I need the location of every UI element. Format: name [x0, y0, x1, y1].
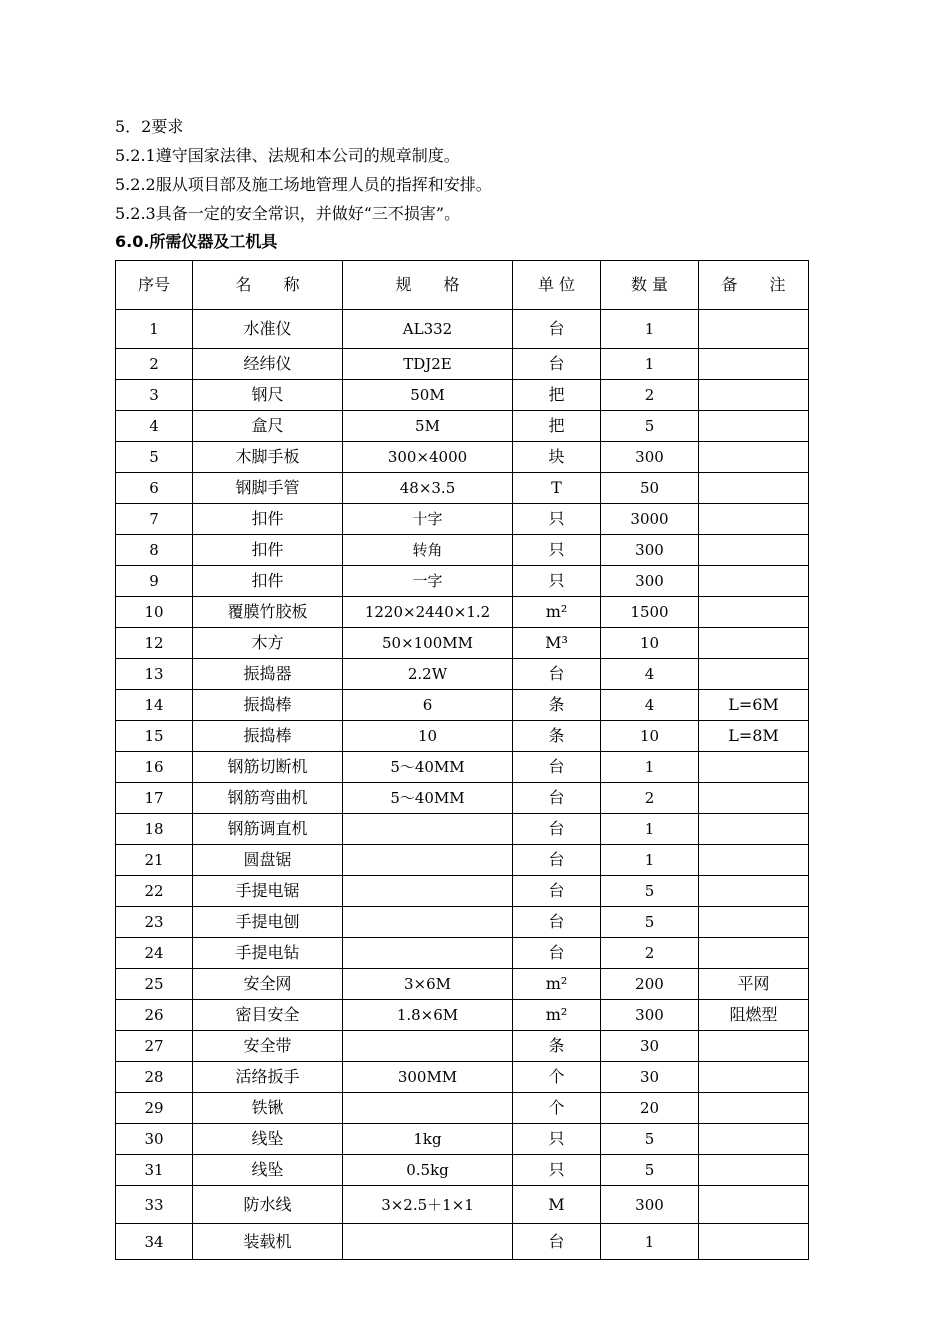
- cell-note: [699, 845, 809, 876]
- cell-spec: [343, 907, 513, 938]
- table-row: [116, 442, 809, 473]
- cell-no: 6: [116, 473, 193, 504]
- cell-qty: 200: [601, 969, 699, 1000]
- cell-qty: 300: [601, 1186, 699, 1224]
- table-row: [116, 473, 809, 504]
- cell-qty: 3000: [601, 504, 699, 535]
- cell-name: 木脚手板: [193, 442, 343, 473]
- cell-name: 线坠: [193, 1124, 343, 1155]
- cell-qty: 1: [601, 349, 699, 380]
- cell-name: 圆盘锯: [193, 845, 343, 876]
- table-row: [116, 535, 809, 566]
- cell-note: [699, 1031, 809, 1062]
- cell-qty: 10: [601, 628, 699, 659]
- cell-no: 26: [116, 1000, 193, 1031]
- cell-qty: 1: [601, 845, 699, 876]
- table-row: [116, 504, 809, 535]
- table-row: [116, 411, 809, 442]
- table-row: [116, 876, 809, 907]
- cell-qty: 300: [601, 442, 699, 473]
- cell-spec: AL332: [343, 310, 513, 349]
- cell-spec: 50×100MM: [343, 628, 513, 659]
- cell-unit: 台: [513, 1224, 601, 1260]
- cell-note: [699, 938, 809, 969]
- cell-note: 平网: [699, 969, 809, 1000]
- cell-no: 18: [116, 814, 193, 845]
- cell-no: 15: [116, 721, 193, 752]
- cell-name: 木方: [193, 628, 343, 659]
- cell-no: 30: [116, 1124, 193, 1155]
- cell-no: 5: [116, 442, 193, 473]
- cell-unit: 台: [513, 845, 601, 876]
- cell-no: 14: [116, 690, 193, 721]
- cell-unit: 条: [513, 721, 601, 752]
- cell-no: 1: [116, 310, 193, 349]
- requirement-2: 5.2.2服从项目部及施工场地管理人员的指挥和安排。: [115, 175, 492, 194]
- cell-qty: 1: [601, 752, 699, 783]
- cell-qty: 5: [601, 907, 699, 938]
- cell-note: [699, 876, 809, 907]
- cell-unit: M³: [513, 628, 601, 659]
- cell-no: 8: [116, 535, 193, 566]
- header-unit: 单 位: [513, 261, 601, 310]
- cell-note: [699, 659, 809, 690]
- table-row: [116, 566, 809, 597]
- cell-name: 钢尺: [193, 380, 343, 411]
- cell-spec: 300×4000: [343, 442, 513, 473]
- cell-note: [699, 597, 809, 628]
- cell-unit: T: [513, 473, 601, 504]
- cell-qty: 300: [601, 566, 699, 597]
- table-row: [116, 783, 809, 814]
- cell-note: [699, 1124, 809, 1155]
- cell-unit: 台: [513, 814, 601, 845]
- cell-name: 水准仪: [193, 310, 343, 349]
- cell-no: 12: [116, 628, 193, 659]
- cell-unit: 只: [513, 504, 601, 535]
- cell-unit: 把: [513, 380, 601, 411]
- cell-note: L=6M: [699, 690, 809, 721]
- table-row: [116, 938, 809, 969]
- cell-name: 钢筋弯曲机: [193, 783, 343, 814]
- cell-spec: 一字: [343, 566, 513, 597]
- cell-no: 24: [116, 938, 193, 969]
- cell-no: 28: [116, 1062, 193, 1093]
- cell-unit: 块: [513, 442, 601, 473]
- table-row: [116, 597, 809, 628]
- cell-note: [699, 1186, 809, 1224]
- table-row: [116, 814, 809, 845]
- cell-spec: 3×6M: [343, 969, 513, 1000]
- cell-qty: 5: [601, 411, 699, 442]
- table-row: [116, 1000, 809, 1031]
- cell-spec: 0.5kg: [343, 1155, 513, 1186]
- cell-name: 钢筋切断机: [193, 752, 343, 783]
- table-row: [116, 1124, 809, 1155]
- section-title: 5．2要求: [115, 117, 184, 136]
- cell-spec: 转角: [343, 535, 513, 566]
- cell-name: 振捣器: [193, 659, 343, 690]
- cell-unit: 只: [513, 1124, 601, 1155]
- cell-qty: 4: [601, 690, 699, 721]
- cell-name: 安全网: [193, 969, 343, 1000]
- cell-unit: M: [513, 1186, 601, 1224]
- cell-no: 7: [116, 504, 193, 535]
- cell-unit: 只: [513, 566, 601, 597]
- cell-spec: 1kg: [343, 1124, 513, 1155]
- cell-qty: 30: [601, 1062, 699, 1093]
- cell-no: 17: [116, 783, 193, 814]
- requirement-1: 5.2.1遵守国家法律、法规和本公司的规章制度。: [115, 146, 460, 165]
- table-row: [116, 1031, 809, 1062]
- cell-unit: 台: [513, 783, 601, 814]
- cell-no: 16: [116, 752, 193, 783]
- cell-note: [699, 535, 809, 566]
- table-row: [116, 1155, 809, 1186]
- cell-no: 33: [116, 1186, 193, 1224]
- cell-name: 扣件: [193, 535, 343, 566]
- cell-qty: 20: [601, 1093, 699, 1124]
- cell-qty: 30: [601, 1031, 699, 1062]
- cell-unit: m²: [513, 597, 601, 628]
- table-row: [116, 380, 809, 411]
- cell-name: 覆膜竹胶板: [193, 597, 343, 628]
- cell-note: [699, 1093, 809, 1124]
- cell-spec: 48×3.5: [343, 473, 513, 504]
- table-row: [116, 690, 809, 721]
- cell-note: [699, 566, 809, 597]
- cell-spec: [343, 1031, 513, 1062]
- header-note: 备 注: [699, 261, 809, 310]
- equipment-table: [115, 260, 809, 1260]
- cell-note: [699, 1224, 809, 1260]
- table-row: [116, 1093, 809, 1124]
- cell-spec: 十字: [343, 504, 513, 535]
- cell-no: 23: [116, 907, 193, 938]
- cell-spec: 50M: [343, 380, 513, 411]
- cell-unit: 只: [513, 535, 601, 566]
- cell-name: 扣件: [193, 566, 343, 597]
- cell-unit: 台: [513, 659, 601, 690]
- cell-no: 9: [116, 566, 193, 597]
- cell-name: 经纬仪: [193, 349, 343, 380]
- cell-unit: 个: [513, 1062, 601, 1093]
- cell-spec: [343, 876, 513, 907]
- cell-qty: 1500: [601, 597, 699, 628]
- cell-note: [699, 473, 809, 504]
- cell-spec: [343, 1224, 513, 1260]
- table-heading: 6.0.所需仪器及工机具: [115, 232, 278, 251]
- table-row: [116, 752, 809, 783]
- cell-unit: 台: [513, 938, 601, 969]
- cell-no: 10: [116, 597, 193, 628]
- cell-spec: 5～40MM: [343, 752, 513, 783]
- table-header-row: [116, 261, 809, 310]
- cell-unit: 台: [513, 752, 601, 783]
- cell-no: 2: [116, 349, 193, 380]
- table-row: [116, 310, 809, 349]
- table-row: [116, 1224, 809, 1260]
- table-row: [116, 659, 809, 690]
- table-row: [116, 721, 809, 752]
- cell-name: 盒尺: [193, 411, 343, 442]
- cell-unit: 台: [513, 349, 601, 380]
- cell-no: 3: [116, 380, 193, 411]
- cell-no: 13: [116, 659, 193, 690]
- cell-spec: 6: [343, 690, 513, 721]
- requirement-3: 5.2.3具备一定的安全常识，并做好“三不损害”。: [115, 204, 461, 223]
- table-row: [116, 845, 809, 876]
- cell-name: 密目安全: [193, 1000, 343, 1031]
- cell-qty: 2: [601, 380, 699, 411]
- cell-note: [699, 1155, 809, 1186]
- cell-name: 振捣棒: [193, 690, 343, 721]
- cell-no: 34: [116, 1224, 193, 1260]
- cell-spec: 1220×2440×1.2: [343, 597, 513, 628]
- cell-no: 29: [116, 1093, 193, 1124]
- cell-name: 振捣棒: [193, 721, 343, 752]
- cell-qty: 2: [601, 938, 699, 969]
- cell-name: 防水线: [193, 1186, 343, 1224]
- cell-qty: 1: [601, 310, 699, 349]
- cell-qty: 1: [601, 814, 699, 845]
- cell-note: [699, 411, 809, 442]
- cell-spec: [343, 845, 513, 876]
- cell-spec: 1.8×6M: [343, 1000, 513, 1031]
- table-row: [116, 1186, 809, 1224]
- cell-name: 铁锹: [193, 1093, 343, 1124]
- cell-qty: 1: [601, 1224, 699, 1260]
- cell-note: [699, 783, 809, 814]
- cell-qty: 5: [601, 1155, 699, 1186]
- cell-spec: 5～40MM: [343, 783, 513, 814]
- cell-unit: m²: [513, 1000, 601, 1031]
- table-row: [116, 1062, 809, 1093]
- cell-spec: 3×2.5＋1×1: [343, 1186, 513, 1224]
- cell-note: [699, 310, 809, 349]
- cell-qty: 2: [601, 783, 699, 814]
- cell-name: 活络扳手: [193, 1062, 343, 1093]
- cell-note: [699, 814, 809, 845]
- cell-unit: 台: [513, 876, 601, 907]
- table-row: [116, 907, 809, 938]
- cell-name: 线坠: [193, 1155, 343, 1186]
- cell-unit: 个: [513, 1093, 601, 1124]
- header-name: 名 称: [193, 261, 343, 310]
- cell-note: [699, 628, 809, 659]
- header-no: 序号: [116, 261, 193, 310]
- cell-spec: 5M: [343, 411, 513, 442]
- table-row: [116, 969, 809, 1000]
- cell-qty: 5: [601, 876, 699, 907]
- cell-no: 31: [116, 1155, 193, 1186]
- cell-unit: 只: [513, 1155, 601, 1186]
- cell-note: L=8M: [699, 721, 809, 752]
- cell-note: [699, 907, 809, 938]
- cell-qty: 5: [601, 1124, 699, 1155]
- cell-no: 4: [116, 411, 193, 442]
- cell-no: 27: [116, 1031, 193, 1062]
- cell-spec: 300MM: [343, 1062, 513, 1093]
- cell-no: 21: [116, 845, 193, 876]
- table-row: [116, 628, 809, 659]
- cell-note: [699, 442, 809, 473]
- cell-qty: 300: [601, 1000, 699, 1031]
- cell-unit: m²: [513, 969, 601, 1000]
- cell-spec: [343, 814, 513, 845]
- cell-unit: 把: [513, 411, 601, 442]
- cell-unit: 条: [513, 690, 601, 721]
- cell-qty: 10: [601, 721, 699, 752]
- header-qty: 数 量: [601, 261, 699, 310]
- cell-unit: 台: [513, 310, 601, 349]
- cell-no: 25: [116, 969, 193, 1000]
- cell-name: 钢脚手管: [193, 473, 343, 504]
- cell-note: [699, 380, 809, 411]
- cell-name: 手提电钻: [193, 938, 343, 969]
- cell-no: 22: [116, 876, 193, 907]
- cell-name: 钢筋调直机: [193, 814, 343, 845]
- cell-name: 手提电锯: [193, 876, 343, 907]
- cell-spec: [343, 938, 513, 969]
- cell-note: [699, 504, 809, 535]
- cell-name: 安全带: [193, 1031, 343, 1062]
- cell-unit: 条: [513, 1031, 601, 1062]
- cell-qty: 300: [601, 535, 699, 566]
- cell-spec: 2.2W: [343, 659, 513, 690]
- cell-name: 装载机: [193, 1224, 343, 1260]
- cell-name: 手提电刨: [193, 907, 343, 938]
- cell-qty: 4: [601, 659, 699, 690]
- cell-note: [699, 349, 809, 380]
- cell-name: 扣件: [193, 504, 343, 535]
- table-row: [116, 349, 809, 380]
- cell-note: 阻燃型: [699, 1000, 809, 1031]
- cell-spec: [343, 1093, 513, 1124]
- cell-note: [699, 752, 809, 783]
- cell-spec: 10: [343, 721, 513, 752]
- cell-note: [699, 1062, 809, 1093]
- header-spec: 规 格: [343, 261, 513, 310]
- cell-spec: TDJ2E: [343, 349, 513, 380]
- cell-unit: 台: [513, 907, 601, 938]
- cell-qty: 50: [601, 473, 699, 504]
